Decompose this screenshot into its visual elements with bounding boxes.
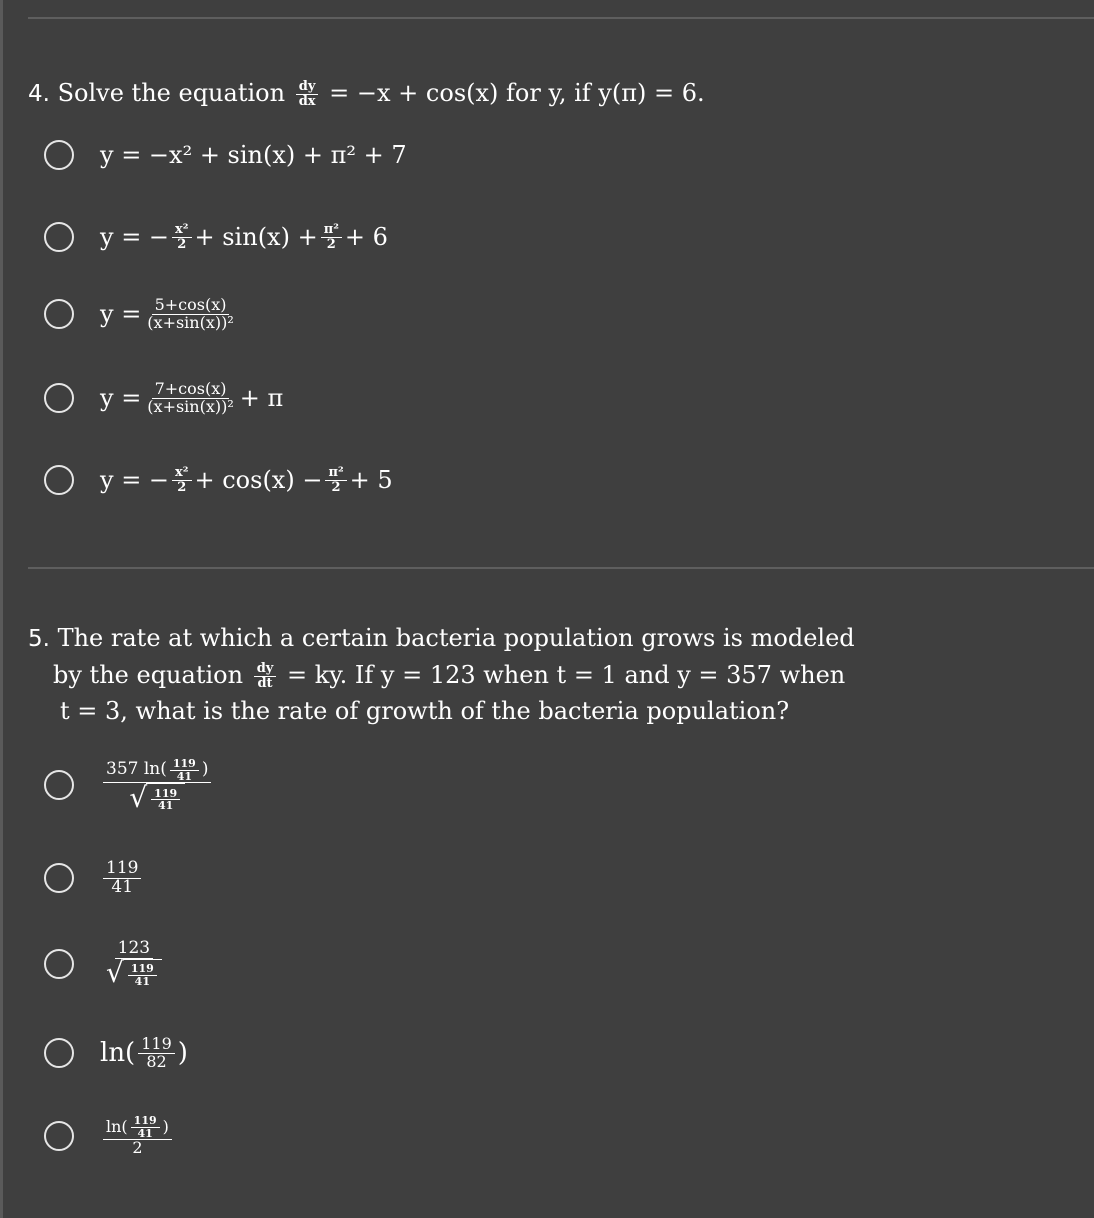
option-expression: y = $\frac{7+\cos(x)}{\text{(x+sin(x))²}}$ + π bbox=[100, 379, 284, 416]
radio-button[interactable] bbox=[44, 465, 74, 495]
question-5-prompt: 5. The rate at which a certain bacteria population grows is modeled by the equation $\frac{dy}{dt}$ = ky. If y = 123 when t = 1 and y = 357 when t = 3, what is the rate of growth of the bacteria population? bbox=[28, 624, 855, 725]
left-border bbox=[0, 0, 3, 1218]
option-expression: y = − $\frac{\text{x²}}{2}$ + cos(x) − $\frac{\text{π²}}{2}$ + 5 bbox=[100, 464, 393, 495]
dy-dx-fraction: $\frac{dy}{dx}$ bbox=[296, 80, 319, 108]
option-expression: 357 ln( $\frac{119}{41}$ ) √ $\frac{119}{41}$ bbox=[100, 758, 214, 812]
radio-button[interactable] bbox=[44, 222, 74, 252]
radio-button[interactable] bbox=[44, 383, 74, 413]
q5-option-4[interactable] bbox=[44, 1036, 188, 1071]
option-expression: 123 √ $\frac{119}{41}$ bbox=[100, 940, 168, 988]
radio-button[interactable] bbox=[44, 1121, 74, 1151]
q4-option-5[interactable] bbox=[44, 465, 393, 495]
radio-button[interactable] bbox=[44, 1038, 74, 1068]
radio-button[interactable] bbox=[44, 140, 74, 170]
q5-option-1[interactable] bbox=[44, 758, 214, 812]
option-expression: y = $\frac{5+\cos(x)}{\text{(x+sin(x))²}}$ bbox=[100, 295, 234, 332]
q4-option-1[interactable] bbox=[44, 140, 407, 170]
q4-option-3[interactable] bbox=[44, 297, 240, 332]
q5-option-5[interactable] bbox=[44, 1115, 175, 1157]
radio-button[interactable] bbox=[44, 770, 74, 800]
radio-button[interactable] bbox=[44, 949, 74, 979]
radio-button[interactable] bbox=[44, 863, 74, 893]
option-expression: ln( $\frac{119}{41}$ ) 2 bbox=[100, 1115, 175, 1157]
q4-option-2[interactable] bbox=[44, 222, 388, 252]
divider-middle bbox=[28, 567, 1094, 569]
option-expression: ln( $\frac{119}{82}$ ) bbox=[100, 1034, 188, 1071]
q5-option-2[interactable] bbox=[44, 860, 144, 897]
q5-option-3[interactable] bbox=[44, 940, 168, 988]
option-text: y = −x² + sin(x) + π² + 7 bbox=[100, 141, 407, 169]
radio-button[interactable] bbox=[44, 299, 74, 329]
option-expression: $\frac{119}{41}$ bbox=[100, 860, 144, 897]
option-expression: y = − $\frac{\text{x²}}{2}$ + sin(x) + $\frac{\text{π²}}{2}$ + 6 bbox=[100, 221, 388, 252]
question-4-prompt: 4. Solve the equation $\frac{dy}{dx}$ = −x + cos(x) for y, if y(π) = 6. bbox=[28, 79, 705, 109]
q4-option-4[interactable] bbox=[44, 381, 283, 416]
divider-top bbox=[28, 17, 1094, 19]
